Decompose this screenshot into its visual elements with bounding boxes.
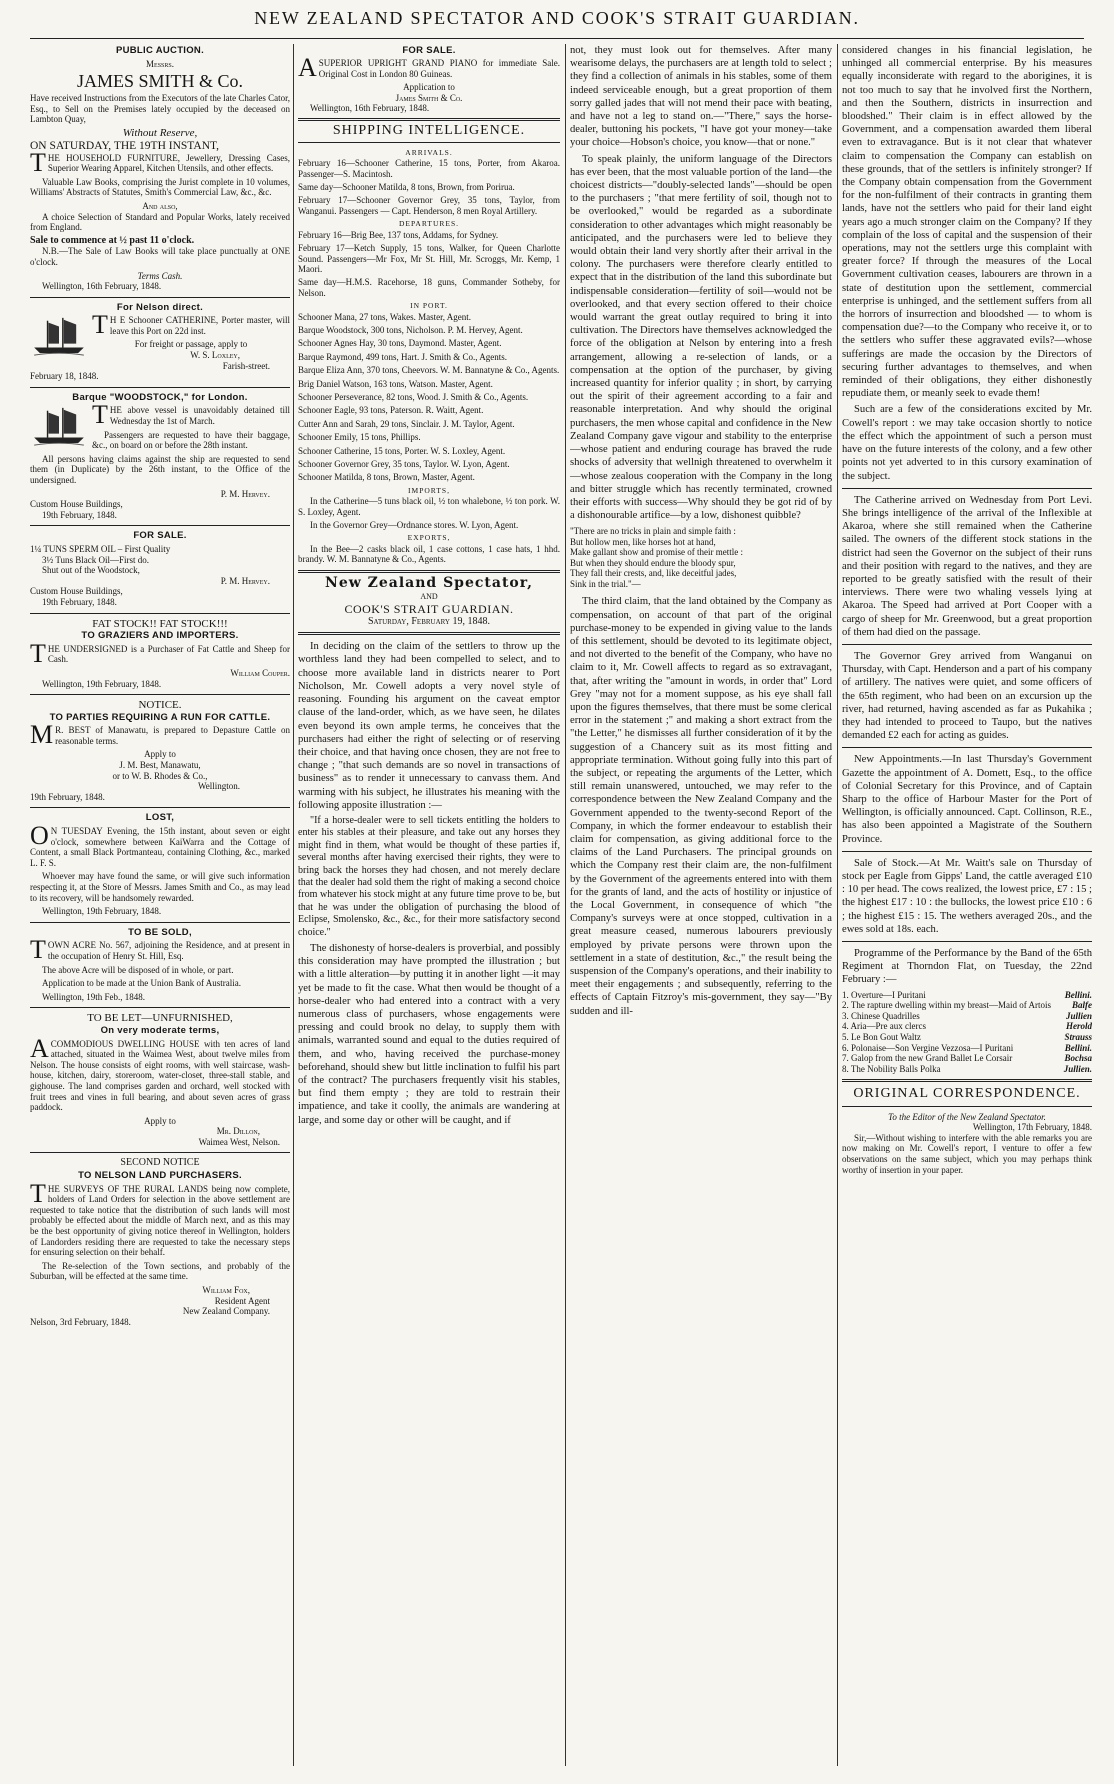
- drop-cap: T: [30, 935, 46, 965]
- shipping-entry: Same day—H.M.S. Racehorse, 18 guns, Commander Sotheby, for Nelson.: [298, 277, 560, 298]
- ad-heading: FOR SALE.: [133, 530, 187, 542]
- divider: [30, 613, 290, 614]
- ad-subheading: TO GRAZIERS AND IMPORTERS.: [81, 630, 239, 642]
- editorial-paragraph: Such are a few of the considerations excited by Mr. Cowell's report : we may take occasion shortly to notice the effect which the appointment of such a person must have on the future interests of the colony, and a few other points not yet adverted to in this cursory examination of the subject.: [842, 404, 1092, 482]
- editorial-paragraph: not, they must look out for themselves. After many wearisome delays, the purchasers are at length told to select ; they find a collection of animals in his stables, some of them indeed serviceable enough, but a great proportion of them sorry galled jades that will not mend their pace with beating, and have not a leg to stand on.—"There," says the horse-dealer, buttoning his pockets, "I have got your money—take your choice—Hobson's choice, you know—that or none.": [570, 45, 832, 149]
- ad-signature: William Fox,: [202, 1285, 250, 1295]
- shipping-entry: Schooner Mana, 27 tons, Wakes. Master, Agent.: [298, 311, 471, 322]
- shipping-entry: February 17—Schooner Governor Grey, 35 tons, Taylor, from Wanganui. Passengers — Capt. Henderson, 8 men Royal Artillery.: [298, 195, 560, 216]
- correspondence-title: ORIGINAL CORRESPONDENCE.: [853, 1086, 1081, 1102]
- imports-heading: IMPORTS,: [408, 485, 450, 495]
- column-rule: [837, 44, 838, 1766]
- ad-text: Application to be made at the Union Bank of Australia.: [42, 978, 241, 989]
- ad-text: Custom House Buildings,: [30, 499, 123, 510]
- ad-heading: Barque "WOODSTOCK," for London.: [72, 391, 248, 403]
- editorial-paragraph: The third claim, that the land obtained by the Company as compensation, on account of that part of the original purchase-money to be expended in giving value to the lands of this settlement, should be devoted to its legitimate object, and not diverted to the benefit of the Company, who have no claim to it, Mr. Cowell affects to regard as so extravagant, that, after writing the "amount in words, in order that" Lord Grey "may not for a moment suppose, as his eye shall fall upon the figures themselves, that there must be some clerical error in the statement ;" and making a short extract from the "the Letter," he dismisses all further consideration of it by the suggestion of a Chancery suit as its most fitting and appropriate termination. Without going fully into this part of the subject, or repeating the arguments of the Letter, which still remain unanswered, untouched, we may refer to the correspondence between the New Zealand Company and the Government appended to the twenty-second Report of the Company, in which the former endeavour to establish their claim for compensation, as giving additional force to the claims of the Land Purchasers. The principal grounds on which the Company rest their claim are, the non-fulfilment by the Government of the agreements entered into with them for the grants of land, and the acts of hostility or injustice of the Local Government, in consequence of which "the Company's surveys were at once stopped, cultivation in a great measure ceased, numerous labourers previously employed by private persons were thrown upon the settlement in a state of destitution, &c.," the result being the suspension of the Company's operations, and their inability to meet their engagements ; and subsequently, referring to the effects of Captain Fitzroy's mis-government, they say—"By sudden and ill-: [570, 596, 832, 1017]
- programme-item: [842, 1053, 1092, 1064]
- shipping-entry: In the Bee—2 casks black oil, 1 case cottons, 1 case hats, 1 hhd. brandy. W. M. Bannatyne & Co., Agents.: [298, 543, 560, 565]
- ad-text: N TUESDAY Evening, the 15th instant, about seven or eight o'clock, somewhere between KaiWarra and the Cottage of Content, a small Black Portmanteau, containing Clothing, &c., marked L. F. S.: [30, 826, 290, 868]
- divider: [842, 1106, 1092, 1107]
- divider: [298, 632, 560, 635]
- ad-signature: P. M. Hervey.: [220, 488, 270, 499]
- drop-cap: A: [30, 1033, 49, 1063]
- ad-heading: TO BE LET—UNFURNISHED,: [87, 1012, 233, 1025]
- divider: [842, 488, 1092, 489]
- programme-item: [842, 1032, 1092, 1043]
- ad-signature: William Couper.: [230, 667, 290, 678]
- shipping-entry: February 16—Schooner Catherine, 15 tons, Porter, from Akaroa. Passenger—S. Macintosh.: [298, 158, 560, 179]
- ship-icon: [30, 405, 88, 447]
- paper-subtitle: COOK'S STRAIT GUARDIAN.: [344, 602, 514, 617]
- divider: [298, 570, 560, 573]
- masthead-rule: [30, 38, 1084, 39]
- shipping-entry: Barque Woodstock, 300 tons, Nicholson. P. M. Hervey, Agent.: [298, 324, 523, 335]
- news-note: Sale of Stock.—At Mr. Waitt's sale on Thursday of stock per Eagle from Gipps' Land, the cattle averaged £10 : 10 per head. The cows realized, the lowest price, £7 : 15 ; the highest £17 : 10 : the bullocks, the lowest price £10 : 6 ; the highest £15 : 15. The wethers averaged 20s., and the ewes sold at 18s. each.: [842, 857, 1092, 935]
- ad-text: SUPERIOR UPRIGHT GRAND PIANO for immediate Sale. Original Cost in London 80 Guineas.: [318, 58, 560, 79]
- ad-nelson-land: [30, 1158, 290, 1327]
- ad-text: Wellington.: [197, 781, 240, 792]
- ad-text: Resident Agent: [214, 1295, 270, 1306]
- ad-text: Farish-street.: [222, 360, 270, 371]
- ad-text: New Zealand Company.: [182, 1306, 270, 1317]
- divider: [30, 297, 290, 298]
- ad-date: ON SATURDAY, THE 19TH INSTANT,: [30, 139, 220, 152]
- verse-line: They fall their crests, and, like deceitful jades,: [570, 568, 737, 579]
- divider: [30, 525, 290, 526]
- programme-composer: Jullien.: [1063, 1063, 1092, 1074]
- ad-agent: James Smith & Co.: [395, 92, 463, 103]
- divider: [842, 1079, 1092, 1082]
- programme-item: [842, 1000, 1092, 1011]
- drop-cap: M: [30, 720, 54, 750]
- ad-text: Application to: [403, 82, 455, 93]
- shipping-entry: Schooner Perseverance, 82 tons, Wood. J. Smith & Co., Agents.: [298, 391, 529, 402]
- ad-dateline: 19th February, 1848.: [42, 509, 117, 520]
- editorial: [298, 640, 560, 1127]
- ad-text: Valuable Law Books, comprising the Jurist complete in 10 volumes, Williams' Abstracts of Statutes, Smith's Commercial Law, &c., &c.: [30, 176, 290, 198]
- ad-text: Custom House Buildings,: [30, 586, 123, 597]
- shipping-entry: In the Catherine—5 tuns black oil, ½ ton whalebone, ½ ton pork. W. S. Loxley, Agent.: [298, 496, 560, 517]
- shipping-entry: Schooner Emily, 15 tons, Phillips.: [298, 432, 421, 443]
- ad-text: HE SURVEYS OF THE RURAL LANDS being now complete, holders of Land Orders for selection in the above settlement are requested to take notice that the distribution of such lands will most probably be effected about the middle of March next, and as this may be the best opportunity of giving notice thereof in Wellington, holders of Landorders residing there are requested to take the necessary steps for ensuring selection on their behalf.: [30, 1183, 290, 1258]
- ad-lost: [30, 813, 290, 916]
- ad-text: 1¼ TUNS SPERM OIL – First Quality: [30, 543, 171, 554]
- ad-text: HE HOUSEHOLD FURNITURE, Jewellery, Dressing Cases, Superior Wearing Apparel, Kitchen Utensils, and other effects.: [47, 152, 290, 174]
- divider: [30, 1152, 290, 1153]
- ad-text: Apply to: [144, 1115, 176, 1126]
- ad-piano: [298, 46, 560, 113]
- ad-heading: NOTICE.: [138, 699, 182, 712]
- ad-heading: SECOND NOTICE: [120, 1157, 200, 1169]
- ad-dateline: Nelson, 3rd February, 1848.: [30, 1316, 131, 1327]
- programme-composer: Balfe: [1072, 1000, 1092, 1011]
- ad-text: 3½ Tuns Black Oil—First do.: [42, 554, 150, 565]
- ad-text: Whoever may have found the same, or will give such information respecting it, at the Store of Messrs. James Smith and Co., as may lead to its recovery, will be handsomely rewarded.: [30, 871, 290, 903]
- ad-agent: W. S. Loxley,: [190, 350, 240, 361]
- column-shipping-editorial: [298, 44, 560, 1766]
- programme-item: [842, 1043, 1092, 1054]
- ad-heading: FOR SALE.: [402, 45, 456, 56]
- shipping-entry: Barque Raymond, 499 tons, Hart. J. Smith & Co., Agents.: [298, 351, 507, 362]
- arrivals-heading: ARRIVALS.: [405, 147, 453, 157]
- programme-composer: Bochsa: [1064, 1053, 1092, 1064]
- verse-line: Sink in the trial."—: [570, 578, 641, 589]
- ad-text: J. M. Best, Manawatu,: [119, 760, 201, 771]
- divider: [842, 851, 1092, 852]
- ad-text: The above Acre will be disposed of in whole, or part.: [42, 964, 234, 975]
- programme-composer: Bellini.: [1064, 1042, 1092, 1053]
- news-note: New Appointments.—In last Thursday's Government Gazette the appointment of A. Domett, Esq., to the office of Colonial Secretary for this Province, and of Captain Sharp to the office of Harbour Master for the Port of Wellington, is officially announced. Capt. Collinson, R.E., has also been appointed a Magistrate of the Southern Province.: [842, 754, 1092, 845]
- ad-subheading: On very moderate terms,: [100, 1024, 220, 1036]
- editorial-paragraph: To speak plainly, the uniform language of the Directors has ever been, that the most valuable portion of the land—the choicest districts—"doubly-selected lands"—should be open to the purchasers ; "that mere fertility of soil, though not to be overlooked," would be regarded as a subordinate consideration to other advantages which might reasonably be anticipated, and the purchasers were led to believe they would obtain their land very shortly after their arrival in the colony. The purchasers were therefore clearly entitled to expect that in the distribution of the land this subordinate but indispensable consideration—fertility of soil—would not be overlooked, and that every section offered to their choice would warrant the great outlay required to bring it into cultivation. The Directors have themselves acknowledged the force of the obligation at Nelson by entering into a fresh arrangement, allowing a re-selection of lands, or a compensation at the option of the purchaser, by giving increased quantity for inferior quality ; in short, by carrying out the spirit of their agreement according to a fair and reasonable interpretation. And why should the original purchasers, the men whose capital and confidence in the New Zealand Company gave vigour and stability to the enterprise—whose patient and enduring courage has braved the rude shocks of adversity that wellnigh threatened to overwhelm it—whose zealous cooperation with the Company in the long and bitter struggle which has recently terminated, crowned their efforts with success—Why should they be got rid of by a dishonourable artifice—by a low, dishonest quibble?: [570, 153, 832, 522]
- ad-dateline: February 18, 1848.: [30, 371, 99, 382]
- editorial-paragraph: The dishonesty of horse-dealers is proverbial, and possibly this consideration may have prompted the illustration ; but with a little alteration—by putting it in another light —it may yet be made to fit the case. What then would be thought of a horse-dealer who had entered into a contract with a very numerous class of purchasers, whose engagements were pressing and could brook no delay, to supply them with animals, warranted sound and equal to the duties required of them, and who, having received the purchase-money beforehand, should shew but little inclination to fulfil his part of the contract? The purchasers frequently visit his stables, but find them empty ; they are told to restrain their impatience, and take it coolly, the animals are wandering at large, and some day or other will be caught, and if: [298, 942, 560, 1126]
- divider: [842, 644, 1092, 645]
- news-note: The Catherine arrived on Wednesday from Port Levi. She brings intelligence of the arrival of the Inflexible at Akaroa, where she still remained when the Catherine sailed. The owners of the different stock stations in the district had seen the Governor on the subject of their runs and their position with regard to the natives, and they are reported to be greatly satisfied with the result of their interviews. There were two whaling vessels lying at Akaroa. The Speed had arrived at Port Cooper with a cargo of sheep for Mr. Greenwood, but a great proportion of them had died on the passage.: [842, 494, 1092, 638]
- news-note: The Governor Grey arrived from Wanganui on Thursday, with Capt. Henderson and a part of his company of artillery. The natives were quiet, and some officers of the 65th regiment, who had been on an excursion up the river, had returned, having ascended as far as Pukahika ; they had intended to proceed to Taupo, but the natives demanded £2 each for acting as guides.: [842, 650, 1092, 742]
- programme-piece: 1. Overture—I Puritani: [842, 989, 926, 1000]
- shipping-title: SHIPPING INTELLIGENCE.: [332, 123, 526, 139]
- ad-text: Without Reserve,: [122, 126, 198, 139]
- programme-piece: 4. Aria—Pre aux clercs: [842, 1021, 926, 1032]
- shipping-entry: Schooner Eagle, 93 tons, Paterson. R. Waitt, Agent.: [298, 405, 484, 416]
- shipping-entry: Cutter Ann and Sarah, 29 tons, Sinclair. J. M. Taylor, Agent.: [298, 418, 515, 429]
- divider: [842, 747, 1092, 748]
- ad-public-auction: [30, 46, 290, 292]
- programme-item: [842, 1064, 1092, 1075]
- programme-item: [842, 1011, 1092, 1022]
- divider: [298, 142, 560, 143]
- ad-text: Shut out of the Woodstock,: [42, 565, 140, 576]
- verse-line: But when they should endure the bloody spur,: [570, 557, 736, 568]
- shipping-entry: Schooner Agnes Hay, 30 tons, Daymond. Master, Agent.: [298, 338, 502, 349]
- ad-text: Passengers are requested to have their baggage, &c., on board on or before the 28th instant.: [92, 429, 290, 451]
- programme-composer: Herold: [1066, 1021, 1092, 1032]
- ad-text: And also,: [142, 200, 178, 211]
- ad-text: HE UNDERSIGNED is a Purchaser of Fat Cattle and Sheep for Cash.: [47, 643, 290, 665]
- divider: [842, 941, 1092, 942]
- ad-text: COMMODIOUS DWELLING HOUSE with ten acres of land attached, situated in the Waimea West, about twelve miles from Nelson. The house consists of eight rooms, with well staircase, wash-house, kitchen, dairy, storeroom, water-closet, three-stall stable, and gighouse. The land comprises garden and orchard, well stocked with fruit trees and vines in full bearing, and about seven acres of grass paddock.: [30, 1038, 290, 1113]
- drop-cap: O: [30, 821, 49, 851]
- drop-cap: T: [30, 147, 46, 177]
- drop-cap: T: [30, 638, 46, 668]
- ad-text: All persons having claims against the ship are requested to send them (in Duplicate) by the 26th instant, to the Office of the undersigned.: [30, 453, 290, 485]
- programme-piece: 5. Le Bon Gout Waltz: [842, 1031, 921, 1042]
- ad-dateline: Wellington, 19th February, 1848.: [42, 678, 162, 689]
- ship-icon: [30, 315, 88, 357]
- ad-to-be-let: [30, 1013, 290, 1147]
- ad-signature: P. M. Hervey.: [220, 575, 270, 586]
- ad-text: Terms Cash.: [137, 270, 183, 281]
- programme-composer: Jullien: [1065, 1010, 1092, 1021]
- programme-piece: 8. The Nobility Balls Polka: [842, 1063, 941, 1074]
- ad-woodstock: [30, 393, 290, 521]
- shipping-entry: Schooner Catherine, 15 tons, Porter. W. S. Loxley, Agent.: [298, 445, 506, 456]
- shipping-entry: Brig Daniel Watson, 163 tons, Watson. Master, Agent.: [298, 378, 493, 389]
- paper-date: Saturday, February 19, 1848.: [368, 615, 490, 627]
- ad-text: or to W. B. Rhodes & Co.,: [112, 770, 208, 781]
- programme-composer: Bellini.: [1064, 989, 1092, 1000]
- drop-cap: T: [30, 1178, 46, 1208]
- news-note: Programme of the Performance by the Band of the 65th Regiment at Thorndon Flat, on Tuesday, the 22nd February :—: [842, 948, 1092, 986]
- divider: [30, 922, 290, 923]
- editorial-paragraph: In deciding on the claim of the settlers to throw up the worthless land they had been compelled to select, and to choose more available land in districts nearer to Port Nicholson, Mr. Cowell adopts a very novel style of reasoning. Founding his argument on the caveat emptor clause of the land-order, which, as we have seen, he dilates even beyond its own ample terms, he conceives that the purchasers had either the right of selecting or of reserving their choice, and that having once chosen, they are not free to change ; "that such demands are so novel in transactions of business" as to render it unnecessary to canvass them. And warming with his subject, he illustrates his meaning with the following apposite illustration :—: [298, 641, 560, 811]
- ad-heading: TO BE SOLD,: [128, 926, 192, 938]
- shipping-entry: Schooner Governor Grey, 35 tons, Taylor. W. Lyon, Agent.: [298, 459, 510, 469]
- ad-heading: PUBLIC AUCTION.: [115, 45, 205, 56]
- verse-line: "There are no tricks in plain and simple faith :: [570, 526, 736, 537]
- ad-text: Messrs.: [146, 58, 174, 69]
- divider: [30, 1007, 290, 1008]
- programme-piece: 3. Chinese Quadrilles: [842, 1010, 920, 1021]
- ad-text: Apply to: [144, 749, 176, 760]
- ad-heading: LOST,: [145, 812, 175, 824]
- ad-text: Have received Instructions from the Executors of the late Charles Cator, Esq., to Sell on the Premises lately occupied by the deceased on Lambton Quay,: [30, 93, 290, 125]
- column-rule: [293, 44, 294, 1766]
- drop-cap: T: [92, 310, 108, 340]
- programme-list: [842, 990, 1092, 1075]
- ad-text: A choice Selection of Standard and Popular Works, lately received from England.: [30, 211, 290, 233]
- paper-title: New Zealand Spectator,: [325, 574, 533, 591]
- ad-heading: For Nelson direct.: [116, 301, 204, 313]
- departures-heading: DEPARTURES.: [398, 219, 460, 229]
- programme-item: [842, 1021, 1092, 1032]
- ad-text: The Re-selection of the Town sections, and probably of the Suburban, will be effected at the same time.: [30, 1260, 290, 1282]
- ad-text: N.B.—The Sale of Law Books will take place punctually at ONE o'clock.: [30, 246, 290, 267]
- editorial-paragraph: considered changes in his financial legislation, he unhinged all commercial enterprise. By his measures equally inconsiderate with regard to the aborigines, it is not too much to say that he involved first the Northern, and then the Southern, districts in insurrection and bloodshed." Their claim is in effect allowed by the Government, and a compensation awarded them liberal even to extravagance. But is it not clear that whatever claim to compensation the Company can establish on these grounds, that of the settlers is infinitely stronger? If the Company obtain compensation from the Government for the non-fulfilment of their contracts in granting them lands, have not the settlers who paid for their land eight years ago a much stronger claim on the Company? If they complain of the loss of capital and the suspension of their operations, may not the settlers urge this complaint with greater force? If through the measures of the Local Government cultivation ceases, labourers are thrown in a state of destitution upon the settlement, commercial enterprise is unhinged, and the settlement suffers from all the horrors of insurrection and bloodshed — to whom is compensation due?—to the Company who receive it, or to the settlers who suffer these aggravated evils?—whose sufferings are made the occasion by the Directors of securing further advantages to themselves, and when reminded of their obligations, they either dishonestly repudiate them, or meanly seek to evade them!: [842, 45, 1092, 400]
- ad-text: Sale to commence at ½ past 11 o'clock.: [30, 234, 195, 246]
- verse-quote: [570, 526, 832, 589]
- column-advertisements: [30, 44, 290, 1766]
- ad-dateline: 19th February, 1848.: [42, 596, 117, 607]
- divider: [30, 694, 290, 695]
- ad-agent: Mr. Dillon,: [216, 1126, 260, 1137]
- ad-dateline: 19th February, 1848.: [30, 791, 105, 802]
- ad-text: HE above vessel is unavoidably detained till Wednesday the 1st of March.: [109, 405, 290, 427]
- masthead: NEW ZEALAND SPECTATOR AND COOK'S STRAIT GUARDIAN.: [254, 8, 860, 28]
- shipping-entry: February 17—Ketch Supply, 15 tons, Walker, for Queen Charlotte Sound. Passengers—Mr Fox, Mr St. Hill, Mr. Scroggs, Mr. Kemp, 1 Maori.: [298, 243, 560, 274]
- shipping-entry: In the Governor Grey—Ordnance stores. W. Lyon, Agent.: [310, 520, 519, 531]
- correspondence-to: To the Editor of the New Zealand Spectator.: [888, 1111, 1046, 1122]
- shipping-entry: Same day—Schooner Matilda, 8 tons, Brown, from Porirua.: [298, 182, 515, 193]
- drop-cap: T: [92, 400, 108, 430]
- paper-and: AND: [420, 592, 438, 602]
- ad-dateline: Wellington, 19th February, 1848.: [42, 906, 162, 917]
- column-editorial-continued: [570, 44, 832, 1766]
- column-rule: [565, 44, 566, 1766]
- ad-text: H E Schooner CATHERINE, Porter master, will leave this Port on 22d inst.: [109, 315, 290, 336]
- ad-dateline: Wellington, 16th February, 1848.: [42, 281, 162, 292]
- drop-cap: A: [298, 53, 317, 83]
- shipping-entry: February 16—Brig Bee, 137 tons, Addams, for Sydney.: [298, 229, 499, 240]
- correspondence-date: Wellington, 17th February, 1848.: [972, 1122, 1092, 1133]
- ad-notice-run: [30, 700, 290, 802]
- in-port-heading: IN PORT.: [410, 301, 448, 311]
- ad-dateline: Wellington, 16th February, 1848.: [310, 103, 430, 114]
- programme-piece: 6. Polonaise—Son Vergine Vezzosa—I Puritani: [842, 1042, 1014, 1053]
- ad-text: Waimea West, Nelson.: [198, 1136, 280, 1147]
- divider: [30, 807, 290, 808]
- divider: [298, 118, 560, 121]
- ad-text: OWN ACRE No. 567, adjoining the Residence, and at present in the occupation of Henry St. Hill, Esq.: [47, 940, 290, 961]
- verse-line: Make gallant show and promise of their mettle :: [570, 547, 743, 558]
- programme-piece: 2. The rapture dwelling within my breast—Maid of Artois: [842, 1000, 1052, 1011]
- exports-heading: EXPORTS,: [407, 533, 451, 543]
- correspondence-body: Sir,—Without wishing to interfere with the able remarks you are now making on Mr. Cowell's report, I venture to offer a few observations on the same subject, which you may perhaps think worthy of insertion in your paper.: [842, 1132, 1092, 1175]
- editorial-quote: "If a horse-dealer were to sell tickets entitling the holders to enter his stables at their pleasure, and take out any horses they might find in them, what would be thought of these parties if, several months after having exercised their rights, they were to bring back the horses they had chosen, and not merely declare that the dealer had sold them the right of making a second choice from whatever his stock might at any future time prove to be, but that he was under the obligation of purchasing the blood of Eclipse, Smolensko, &c., &c., for their more satisfactory second choice.": [298, 814, 560, 938]
- ad-subheading: TO NELSON LAND PURCHASERS.: [78, 1170, 242, 1182]
- divider: [30, 387, 290, 388]
- ad-firm-name: JAMES SMITH & Co.: [76, 71, 244, 92]
- ad-dateline: Wellington, 19th Feb., 1848.: [42, 991, 146, 1002]
- ad-heading: FAT STOCK!! FAT STOCK!!!: [92, 617, 228, 630]
- ad-for-sale-oil: [30, 531, 290, 607]
- ad-subheading: TO PARTIES REQUIRING A RUN FOR CATTLE.: [49, 711, 271, 723]
- ad-to-be-sold: [30, 928, 290, 1003]
- shipping-entry: Barque Eliza Ann, 370 tons, Cheevors. W. M. Bannatyne & Co., Agents.: [298, 365, 560, 376]
- verse-line: But hollow men, like horses hot at hand,: [570, 536, 716, 547]
- shipping-entry: Schooner Matilda, 8 tons, Brown, Master, Agent.: [298, 472, 475, 483]
- column-news-notes: [842, 44, 1092, 1766]
- programme-composer: Strauss: [1064, 1031, 1092, 1042]
- ad-fat-stock: [30, 619, 290, 690]
- ad-text: For freight or passage, apply to: [134, 339, 248, 350]
- ad-nelson-direct: [30, 303, 290, 382]
- programme-piece: 7. Galop from the new Grand Ballet Le Corsair: [842, 1053, 1013, 1064]
- programme-item: [842, 990, 1092, 1001]
- ad-text: R. BEST of Manawatu, is prepared to Depasture Cattle on reasonable terms.: [55, 725, 290, 746]
